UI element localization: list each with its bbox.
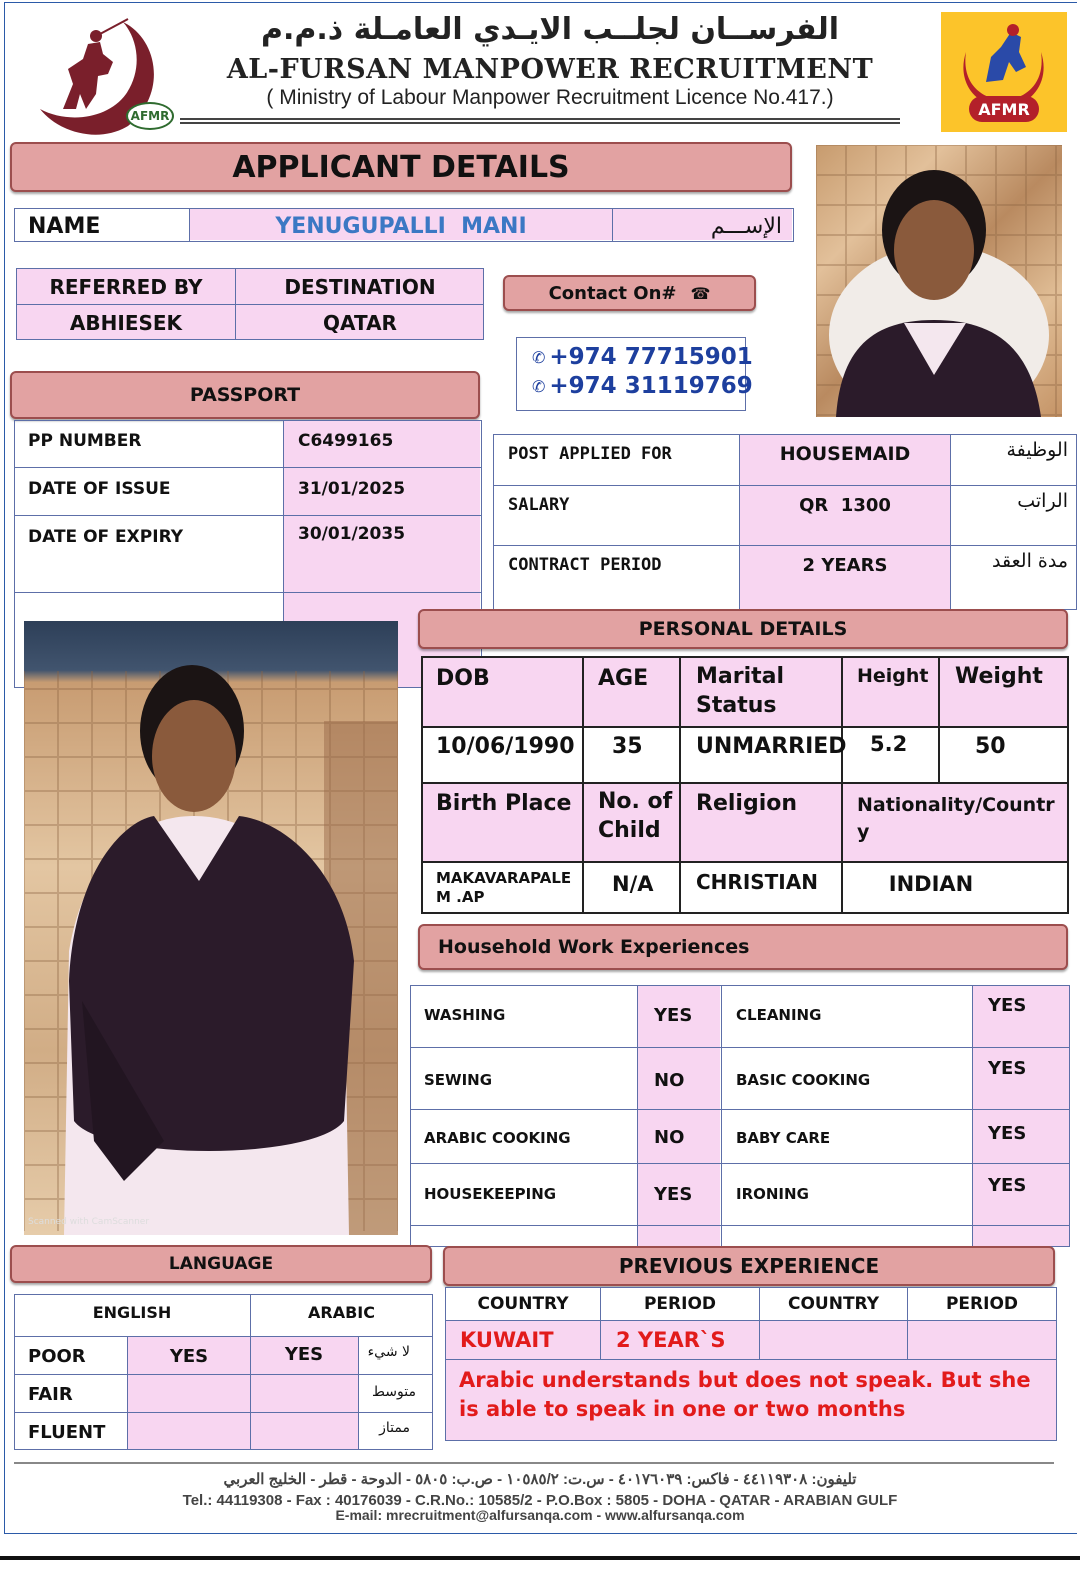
header-rule — [180, 118, 900, 124]
date-of-issue-label: DATE OF ISSUE — [28, 479, 171, 499]
weight-header: Weight — [955, 663, 1043, 689]
children-value: N/A — [612, 872, 654, 896]
poor-arabic: YES — [284, 1343, 324, 1365]
arabic-cooking-label: ARABIC COOKING — [424, 1129, 571, 1147]
post-applied-label: POST APPLIED FOR — [508, 444, 672, 464]
header-title: AL-FURSAN MANPOWER RECRUITMENT — [226, 54, 874, 85]
footer-email: E-mail: mrecruitment@alfursanqa.com - www.alfursanqa.com — [335, 1507, 745, 1523]
religion-value: CHRISTIAN — [696, 870, 818, 894]
prev-period-value: 2 YEAR`S — [616, 1328, 726, 1352]
destination-value: QATAR — [323, 311, 397, 335]
baby-care-value: YES — [988, 1122, 1027, 1144]
age-value: 35 — [612, 733, 643, 759]
household-title: Household Work Experiences — [438, 936, 750, 958]
contract-period-label: CONTRACT PERIOD — [508, 555, 662, 575]
religion-header: Religion — [696, 790, 798, 816]
salary-label: SALARY — [508, 495, 570, 515]
basic-cooking-label: BASIC COOKING — [736, 1071, 871, 1089]
nationality-header-line1: Nationality/Countr — [857, 794, 1055, 816]
birth-place-line2: M .AP — [436, 888, 485, 906]
name-label: NAME — [28, 213, 101, 239]
prev-period2-header: PERIOD — [945, 1294, 1019, 1314]
referred-by-value: ABHIESEK — [69, 311, 183, 335]
marital-header-line1: Marital — [696, 664, 785, 689]
date-of-expiry-label: DATE OF EXPIRY — [28, 527, 184, 547]
phone-2-number: +974 31119769 — [549, 373, 753, 399]
fair-arabic — [250, 1380, 358, 1408]
fair-english — [128, 1380, 250, 1408]
children-header — [598, 787, 672, 847]
housekeeping-label: HOUSEKEEPING — [424, 1185, 557, 1203]
previous-experience-note: Arabic understands but does not speak. But she is able to speak in one or two months — [459, 1368, 1031, 1421]
name-value: YENUGUPALLI MANI — [275, 213, 527, 239]
household-col4-bg — [973, 986, 1069, 1246]
pp-number-value: C6499165 — [298, 431, 394, 451]
arabic-header: ARABIC — [308, 1302, 375, 1322]
sewing-label: SEWING — [424, 1071, 493, 1089]
phone-1 — [532, 342, 753, 372]
referred-by-label: REFERRED BY — [49, 275, 203, 299]
header-arabic-title: الفرســان لجلــب الايـدي العامـلة ذ.م.م — [261, 12, 839, 47]
phone-1-number: +974 77715901 — [549, 344, 753, 370]
children-header-line1: No. of — [598, 789, 673, 814]
ironing-label: IRONING — [736, 1185, 809, 1203]
contract-period-arabic: مدة العقد — [992, 550, 1068, 572]
applicant-portrait-photo — [816, 145, 1062, 417]
applicant-full-photo — [24, 621, 398, 1235]
housekeeping-value: YES — [654, 1183, 693, 1205]
fluent-english — [128, 1418, 250, 1446]
contact-banner — [503, 275, 756, 311]
poor-english: YES — [169, 1345, 209, 1367]
prev-period-header: PERIOD — [643, 1294, 717, 1314]
height-header: Height — [857, 665, 929, 687]
birth-place-line1: MAKAVARAPALE — [436, 869, 572, 887]
salary-value: QR 1300 — [799, 494, 891, 516]
marital-header-line2: Status — [696, 693, 777, 718]
fluent-arabic — [250, 1418, 358, 1446]
phone-icon: ✆ — [532, 376, 546, 396]
language-banner: LANGUAGE — [10, 1245, 432, 1283]
afmr-badge: AFMR — [969, 96, 1039, 122]
dob-value: 10/06/1990 — [436, 733, 575, 759]
weight-value: 50 — [975, 733, 1006, 759]
children-header-line2: Child — [598, 818, 661, 843]
phone-icon: ☎ — [690, 283, 711, 303]
phone-icon: ✆ — [532, 347, 546, 367]
bottom-border — [0, 1556, 1080, 1560]
right-logo — [941, 12, 1067, 132]
cleaning-label: CLEANING — [736, 1006, 822, 1024]
footer-arabic: تليفون: ٤٤١١٩٣٠٨ - فاكس: ٤٠١٧٦٠٣٩ - س.ت: ١٠٥٨٥/٢ - ص.ب: ٥٨٠٥ - الدوحة - قطر - الخليج العربي — [223, 1471, 857, 1488]
footer-english: Tel.: 44119308 - Fax : 40176039 - C.R.No.: 10585/2 - P.O.Box : 5805 - DOHA - QATAR - ARABIAN GULF — [182, 1492, 898, 1509]
marital-value: UNMARRIED — [696, 733, 847, 759]
left-logo — [28, 14, 178, 139]
prev-country-value: KUWAIT — [460, 1328, 554, 1352]
scanner-note: Scanned with CamScanner — [28, 1217, 150, 1227]
passport-banner: PASSPORT — [10, 371, 480, 419]
nationality-header — [857, 792, 1055, 852]
washing-label: WASHING — [424, 1006, 506, 1024]
english-header: ENGLISH — [92, 1302, 172, 1322]
prev-country-header: COUNTRY — [477, 1294, 569, 1314]
date-of-expiry-value: 30/01/2035 — [298, 524, 406, 544]
household-banner — [418, 924, 1068, 970]
dob-header: DOB — [436, 665, 490, 691]
previous-experience-banner: PREVIOUS EXPERIENCE — [443, 1246, 1055, 1286]
ironing-value: YES — [988, 1174, 1027, 1196]
height-value: 5.2 — [870, 732, 908, 756]
washing-value: YES — [654, 1004, 693, 1026]
nationality-value: INDIAN — [888, 872, 974, 896]
nationality-header-line2: y — [857, 821, 870, 843]
contact-label: Contact On# — [548, 282, 677, 304]
phone-2 — [532, 371, 753, 401]
birth-place-header: Birth Place — [436, 790, 572, 816]
contract-period-value: 2 YEARS — [802, 554, 888, 576]
personal-details-banner: PERSONAL DETAILS — [418, 609, 1068, 649]
afmr-seal: AFMR — [126, 102, 174, 130]
baby-care-label: BABY CARE — [736, 1129, 831, 1147]
post-applied-arabic: الوظيفة — [1006, 439, 1068, 461]
age-header: AGE — [598, 665, 649, 691]
destination-label: DESTINATION — [284, 275, 436, 299]
applicant-details-banner: APPLICANT DETAILS — [10, 142, 792, 192]
basic-cooking-value: YES — [988, 1057, 1027, 1079]
cleaning-value: YES — [988, 994, 1027, 1016]
fair-label: FAIR — [28, 1383, 73, 1405]
marital-header — [696, 662, 784, 722]
name-arabic-label: الإســـم — [710, 213, 782, 239]
fluent-arabic-label: ممتاز — [379, 1420, 410, 1436]
prev-country2-header: COUNTRY — [787, 1294, 880, 1314]
arabic-cooking-value: NO — [654, 1126, 685, 1148]
header-licence: ( Ministry of Labour Manpower Recruitment Licence No.417.) — [266, 86, 834, 109]
poor-label: POOR — [28, 1345, 86, 1367]
post-applied-value: HOUSEMAID — [779, 443, 911, 465]
birth-place-value — [436, 868, 571, 908]
fluent-label: FLUENT — [28, 1421, 106, 1443]
date-of-issue-value: 31/01/2025 — [298, 479, 406, 499]
poor-arabic-label: لا شيء — [367, 1344, 410, 1360]
sewing-value: NO — [654, 1069, 685, 1091]
fair-arabic-label: متوسط — [372, 1384, 416, 1400]
footer-rule — [14, 1462, 1054, 1464]
salary-arabic: الراتب — [1017, 490, 1068, 512]
pp-number-label: PP NUMBER — [28, 431, 142, 451]
